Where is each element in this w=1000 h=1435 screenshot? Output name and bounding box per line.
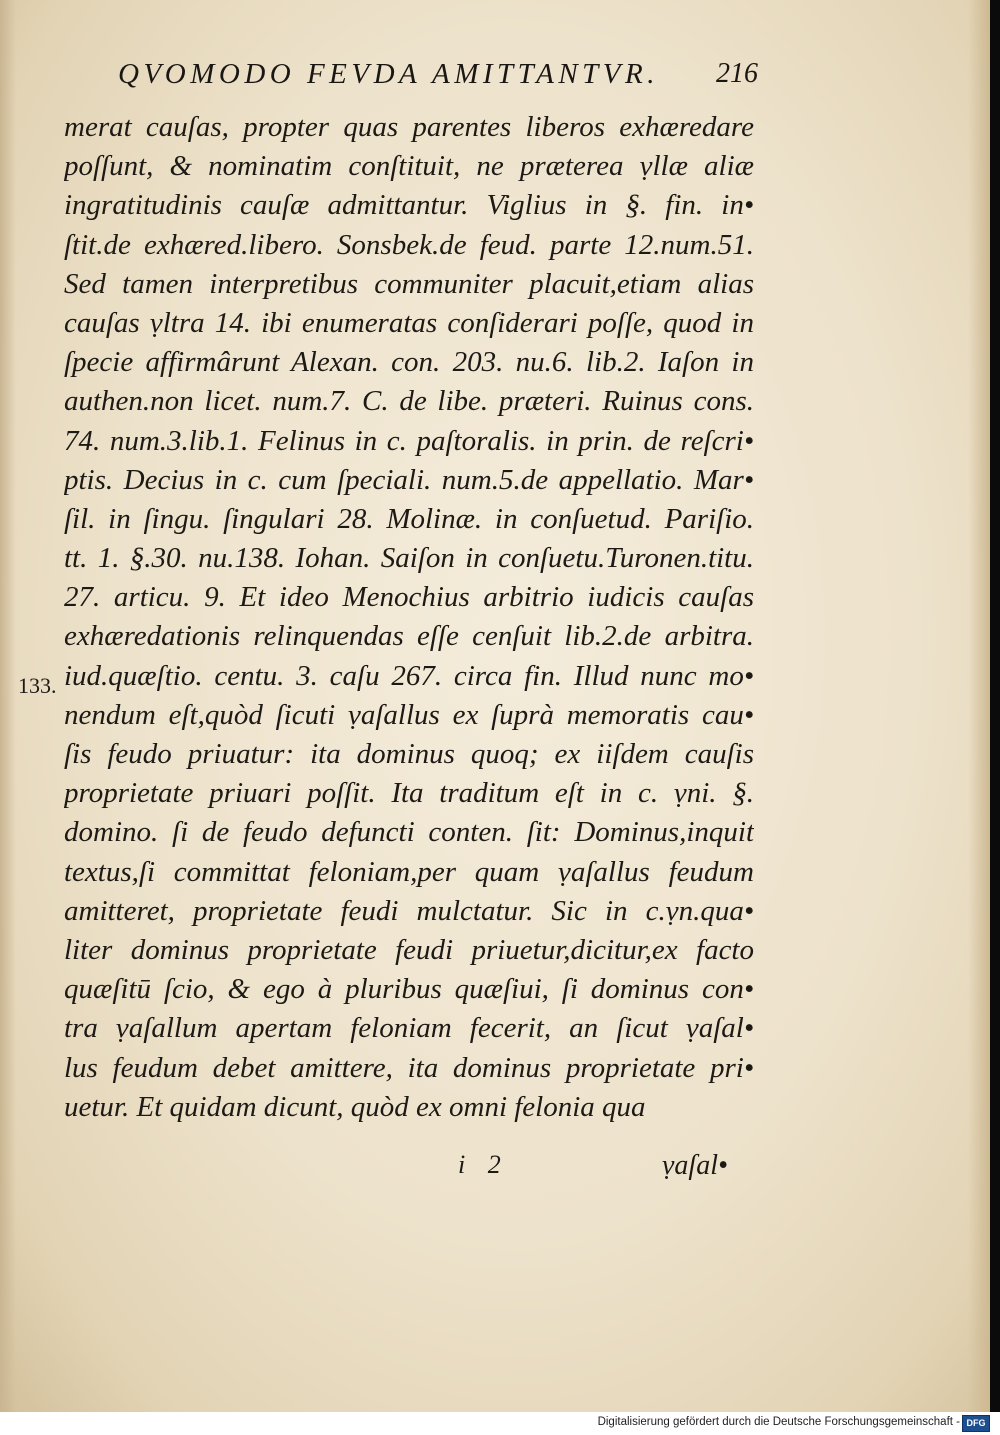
running-head: QVOMODO FEVDA AMITTANTVR. <box>118 58 659 90</box>
text-line: ſil. in ſingu. ſingulari 28. Molinæ. in conſuetud. Pariſio. <box>64 502 754 535</box>
text-line: domino. ſi de feudo defuncti conten. ſit: Dominus,inquit <box>64 816 754 849</box>
text-line: lus feudum debet amittere, ita dominus proprietate pri• <box>64 1051 754 1084</box>
text-line: proprietate priuari poſſit. Ita traditum eſt in c. ṿni. §. <box>64 777 754 810</box>
page-header <box>118 58 758 98</box>
text-line: Sed tamen interpretibus communiter placuit,etiam alias <box>64 267 754 300</box>
text-line: poſſunt, & nominatim conſtituit, ne præterea ṿllæ aliæ <box>64 150 754 183</box>
body-text <box>64 108 754 1127</box>
page-edge-right <box>968 0 990 1412</box>
text-line: merat cauſas, propter quas parentes liberos exhæredare <box>64 111 754 143</box>
text-line: 27. articu. 9. Et ideo Menochius arbitrio iudicis cauſas <box>64 581 754 614</box>
text-line: uetur. Et quidam dicunt, quòd ex omni felonia qua <box>64 1090 646 1123</box>
text-line: nendum eſt,quòd ſicuti ṿaſallus ex ſuprà memoratis cau• <box>64 698 754 731</box>
funding-credit: Digitalisierung gefördert durch die Deutsche Forschungsgemeinschaft - <box>597 1416 960 1428</box>
text-line: ſtit.de exhæred.libero. Sonsbek.de feud. parte 12.num.51. <box>64 228 754 261</box>
text-line: ptis. Decius in c. cum ſpeciali. num.5.de appellatio. Mar• <box>64 463 754 496</box>
page-edge-left <box>0 0 16 1412</box>
footer-bar <box>0 1412 1000 1435</box>
text-line: 74. num.3.lib.1. Felinus in c. paſtoralis. in prin. de reſcri• <box>64 424 754 457</box>
text-line: quæſitū ſcio, & ego à pluribus quæſiui, ſi dominus con• <box>64 973 754 1006</box>
text-line: authen.non licet. num.7. C. de libe. præteri. Ruinus cons. <box>64 385 754 418</box>
signature-mark: i 2 <box>458 1150 509 1179</box>
text-line: ingratitudinis cauſæ admittantur. Viglius in §. fin. in• <box>64 189 754 222</box>
text-line: textus,ſi committat feloniam,per quam ṿaſallus feudum <box>64 855 754 888</box>
text-line: iud.quæſtio. centu. 3. caſu 267. circa fin. Illud nunc mo• <box>64 659 754 692</box>
text-line: cauſas ṿltra 14. ibi enumeratas conſiderari poſſe, quod in <box>64 306 754 339</box>
marginal-paragraph-number: 133. <box>18 673 57 698</box>
text-line: ſpecie affirmârunt Alexan. con. 203. nu.6. lib.2. Iaſon in <box>64 346 754 379</box>
text-line: tra ṿaſallum apertam feloniam fecerit, an ſicut ṿaſal• <box>64 1012 754 1045</box>
text-line: tt. 1. §.30. nu.138. Iohan. Saiſon in conſuetu.Turonen.titu. <box>64 542 754 575</box>
text-line: exhæredationis relinquendas eſſe cenſuit lib.2.de arbitra. <box>64 620 754 653</box>
text-line: amitteret, proprietate feudi mulctatur. Sic in c.ṿn.qua• <box>64 894 754 927</box>
text-line: liter dominus proprietate feudi priuetur,dicitur,ex facto <box>64 933 754 966</box>
catchword: ṿaſal• <box>662 1150 728 1181</box>
page-number: 216 <box>716 58 758 89</box>
dfg-logo-icon: DFG <box>962 1415 990 1432</box>
text-line: ſis feudo priuatur: ita dominus quoq; ex iiſdem cauſis <box>64 738 754 770</box>
